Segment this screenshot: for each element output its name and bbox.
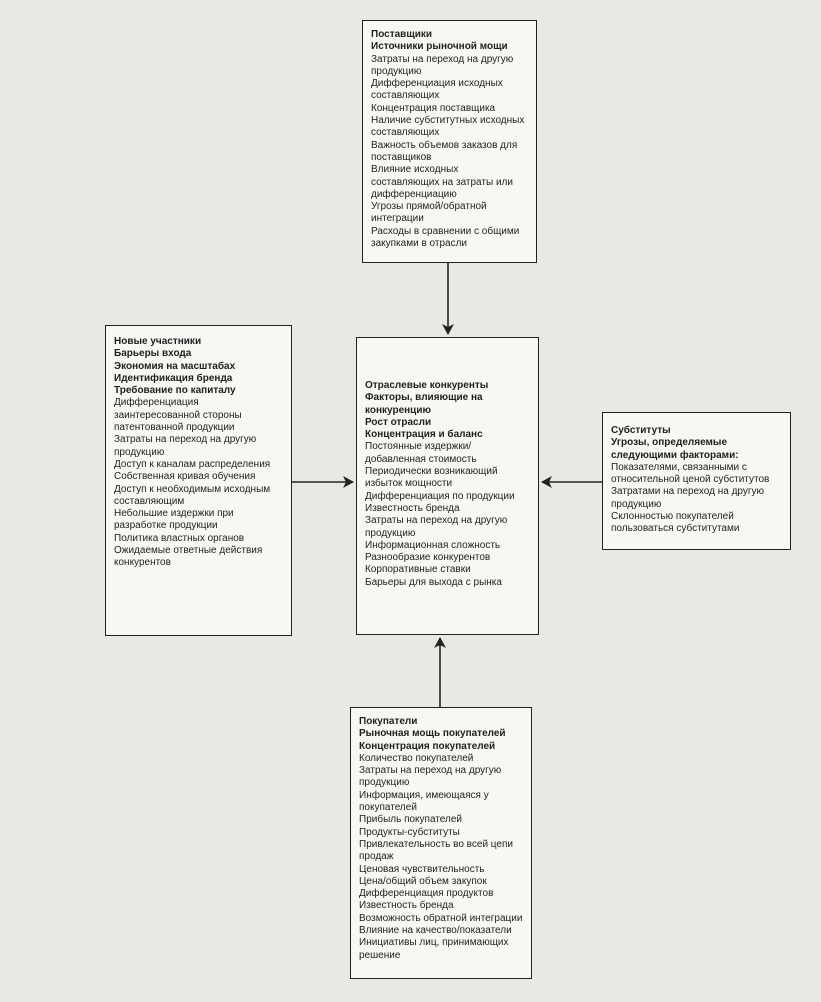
new-entrants-item: Небольшие издержки при разработке продукции (114, 508, 234, 532)
industry-rivals-item: Постоянные издержки/ добавленная стоимость (365, 441, 477, 465)
new-entrants-box (105, 325, 292, 636)
buyers-item: Концентрация покупателей (359, 740, 496, 752)
buyers-item: Дифференциация продуктов (359, 888, 494, 900)
buyers-item: Известность бренда (359, 900, 454, 912)
buyers-item: Цена/общий объем закупок (359, 875, 487, 887)
industry-rivals-item: Информационная сложность (365, 539, 501, 551)
industry-rivals-box (356, 337, 539, 635)
buyers-item: Количество покупателей (359, 752, 474, 764)
new-entrants-subtitle: Барьеры входа (114, 348, 192, 360)
new-entrants-item: Идентификация бренда (114, 372, 233, 384)
suppliers-item: Концентрация поставщика (371, 102, 496, 114)
buyers-item: Инициативы лиц, принимающих решение (359, 937, 509, 961)
buyers-subtitle: Рыночная мощь покупателей (359, 728, 506, 740)
buyers-item: Продукты-субституты (359, 826, 460, 838)
industry-rivals-item: Разнообразие конкурентов (365, 552, 491, 564)
industry-rivals-title: Отраслевые конкуренты (365, 380, 489, 391)
new-entrants-item: Доступ к необходимым исходным составляющим (114, 483, 271, 507)
industry-rivals-item: Известность бренда (365, 502, 460, 514)
buyers-box (350, 707, 532, 979)
buyers-item: Возможность обратной интеграции (359, 912, 523, 924)
new-entrants-title: Новые участники (114, 336, 202, 347)
suppliers-box (362, 20, 537, 263)
industry-rivals-item: Затраты на переход на другую продукцию (365, 515, 508, 539)
buyers-item: Прибыль покупателей (359, 814, 462, 826)
buyers-title: Покупатели (359, 716, 418, 727)
new-entrants-item: Политика властных органов (114, 532, 245, 544)
industry-rivals-item: Корпоративные ставки (365, 564, 471, 576)
suppliers-item: Влияние исходных составляющих на затраты или дифференциацию (371, 164, 513, 200)
new-entrants-item: Доступ к каналам распределения (114, 458, 271, 470)
suppliers-item: Важность объемов заказов для поставщиков (371, 139, 518, 163)
new-entrants-item: Ожидаемые ответные действия конкурентов (114, 545, 263, 569)
buyers-item: Затраты на переход на другую продукцию (359, 765, 502, 789)
substitutes-item: Склонностью покупателей пользоваться субститутами (611, 511, 740, 535)
substitutes-title: Субституты (611, 425, 671, 436)
industry-rivals-subtitle: Факторы, влияющие на конкуренцию (365, 392, 483, 416)
suppliers-subtitle: Источники рыночной мощи (371, 41, 508, 53)
industry-rivals-item: Периодически возникающий избыток мощности (365, 466, 498, 490)
suppliers-item: Угрозы прямой/обратной интеграции (371, 201, 487, 225)
industry-rivals-item: Концентрация и баланс (365, 429, 483, 441)
substitutes-box (602, 412, 791, 550)
industry-rivals-item: Барьеры для выхода с рынка (365, 576, 502, 588)
new-entrants-item: Собственная кривая обучения (114, 471, 256, 483)
substitutes-item: Показателями, связанными с относительной ценой субститутов (611, 461, 770, 486)
buyers-item: Привлекательность во всей цепи продаж (359, 838, 513, 863)
substitutes-item: Затратами на переход на другую продукцию (611, 486, 765, 510)
new-entrants-item: Требование по капиталу (114, 385, 236, 397)
substitutes-subtitle: Угрозы, определяемые следующими факторами: (611, 437, 739, 461)
suppliers-item: Наличие субститутных исходных составляющих (371, 115, 525, 139)
buyers-item: Влияние на качество/показатели (359, 925, 512, 937)
suppliers-item: Расходы в сравнении с общими закупками в отрасли (371, 225, 520, 250)
industry-rivals-item: Рост отрасли (365, 416, 432, 428)
new-entrants-item: Экономия на масштабах (114, 360, 236, 372)
buyers-item: Информация, имеющаяся у покупателей (359, 789, 489, 814)
suppliers-item: Дифференциация исходных составляющих (371, 78, 503, 102)
new-entrants-item: Затраты на переход на другую продукцию (114, 434, 257, 458)
industry-rivals-item: Дифференциация по продукции (365, 490, 515, 502)
suppliers-item: Затраты на переход на другую продукцию (371, 53, 514, 77)
new-entrants-item: Дифференциация заинтересованной стороны патентованной продукции (114, 397, 242, 434)
buyers-item: Ценовая чувствительность (359, 863, 485, 875)
suppliers-title: Поставщики (371, 29, 433, 40)
